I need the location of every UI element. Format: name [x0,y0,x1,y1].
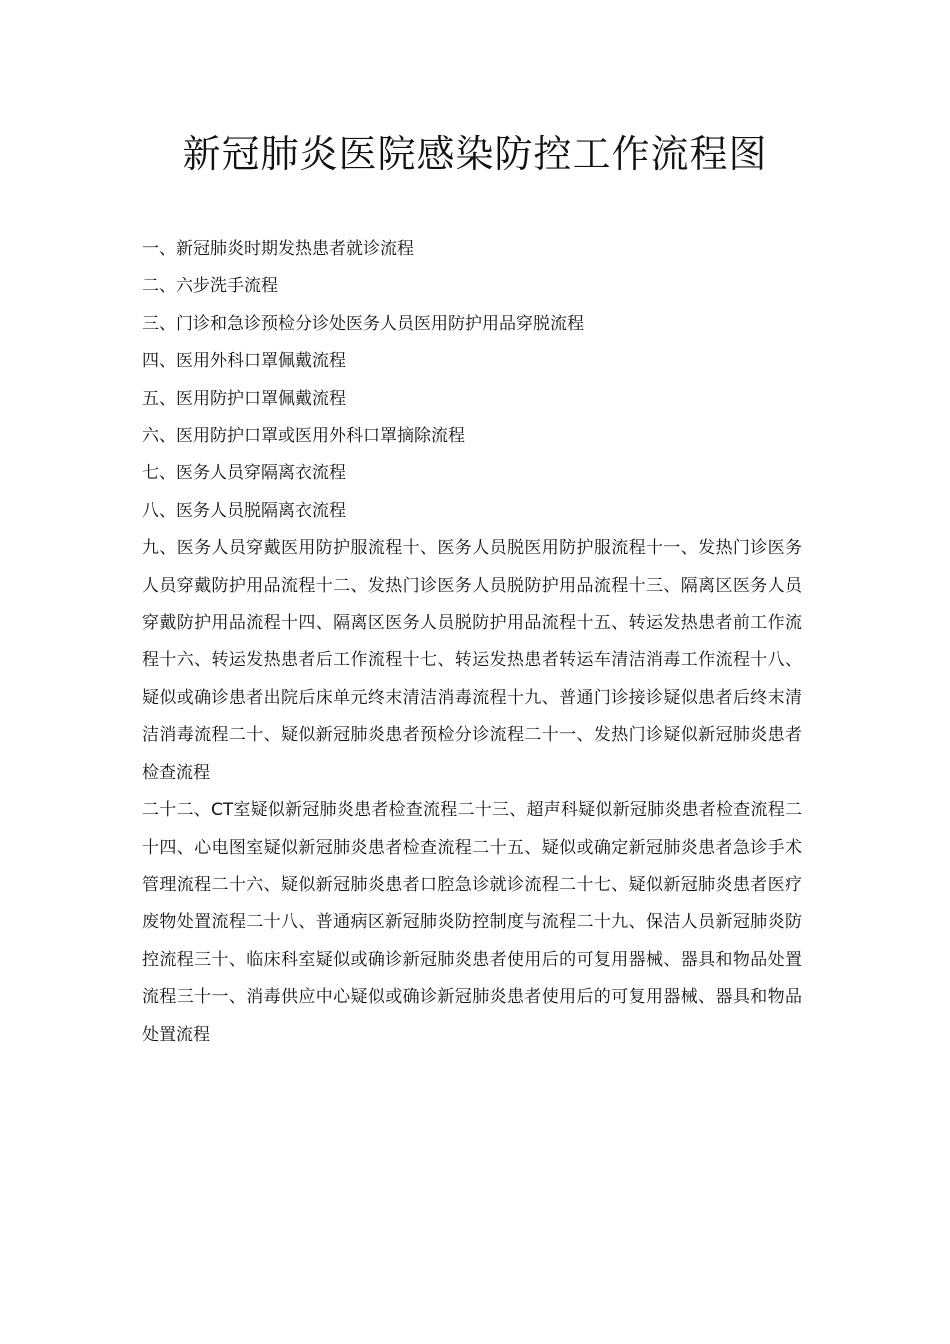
toc-item-2: 二、六步洗手流程 [142,276,278,297]
toc-item-22-to-31: 二十二、CT室疑似新冠肺炎患者检查流程二十三、超声科疑似新冠肺炎患者检查流程二十四、心电图室疑似新冠肺炎患者检查流程二十五、疑似或确定新冠肺炎患者急诊手术管理流程二十六、疑似新冠肺炎患者口腔急诊就诊流程二十七、疑似新冠肺炎患者医疗废物处置流程二十八、普通病区新冠肺炎防控制度与流程二十九、保洁人员新冠肺炎防控流程三十、临床科室疑似或确诊新冠肺炎患者使用后的可复用器械、器具和物品处置流程三十一、消毒供应中心疑似或确诊新冠肺炎患者使用后的可复用器械、器具和物品处置流程 [142,800,802,1045]
toc-item-1: 一、新冠肺炎时期发热患者就诊流程 [142,239,414,259]
table-of-contents [142,231,802,1054]
toc-item-4: 四、医用外科口罩佩戴流程 [142,351,346,372]
document-title: 新冠肺炎医院感染防控工作流程图 [182,132,768,176]
toc-item-6: 六、医用防护口罩或医用外科口罩摘除流程 [142,426,465,447]
toc-item-9-to-21: 九、医务人员穿戴医用防护服流程十、医务人员脱医用防护服流程十一、发热门诊医务人员穿戴防护用品流程十二、发热门诊医务人员脱防护用品流程十三、隔离区医务人员穿戴防护用品流程十四、隔离区医务人员脱防护用品流程十五、转运发热患者前工作流程十六、转运发热患者后工作流程十七、转运发热患者转运车清洁消毒工作流程十八、疑似或确诊患者出院后床单元终末清洁消毒流程十九、普通门诊接诊疑似患者后终末清洁消毒流程二十、疑似新冠肺炎患者预检分诊流程二十一、发热门诊疑似新冠肺炎患者检查流程 [142,538,802,783]
toc-item-8: 八、医务人员脱隔离衣流程 [142,500,346,521]
toc-item-5: 五、医用防护口罩佩戴流程 [142,388,346,409]
toc-item-7: 七、医务人员穿隔离衣流程 [142,463,346,484]
toc-item-3: 三、门诊和急诊预检分诊处医务人员医用防护用品穿脱流程 [142,313,584,334]
